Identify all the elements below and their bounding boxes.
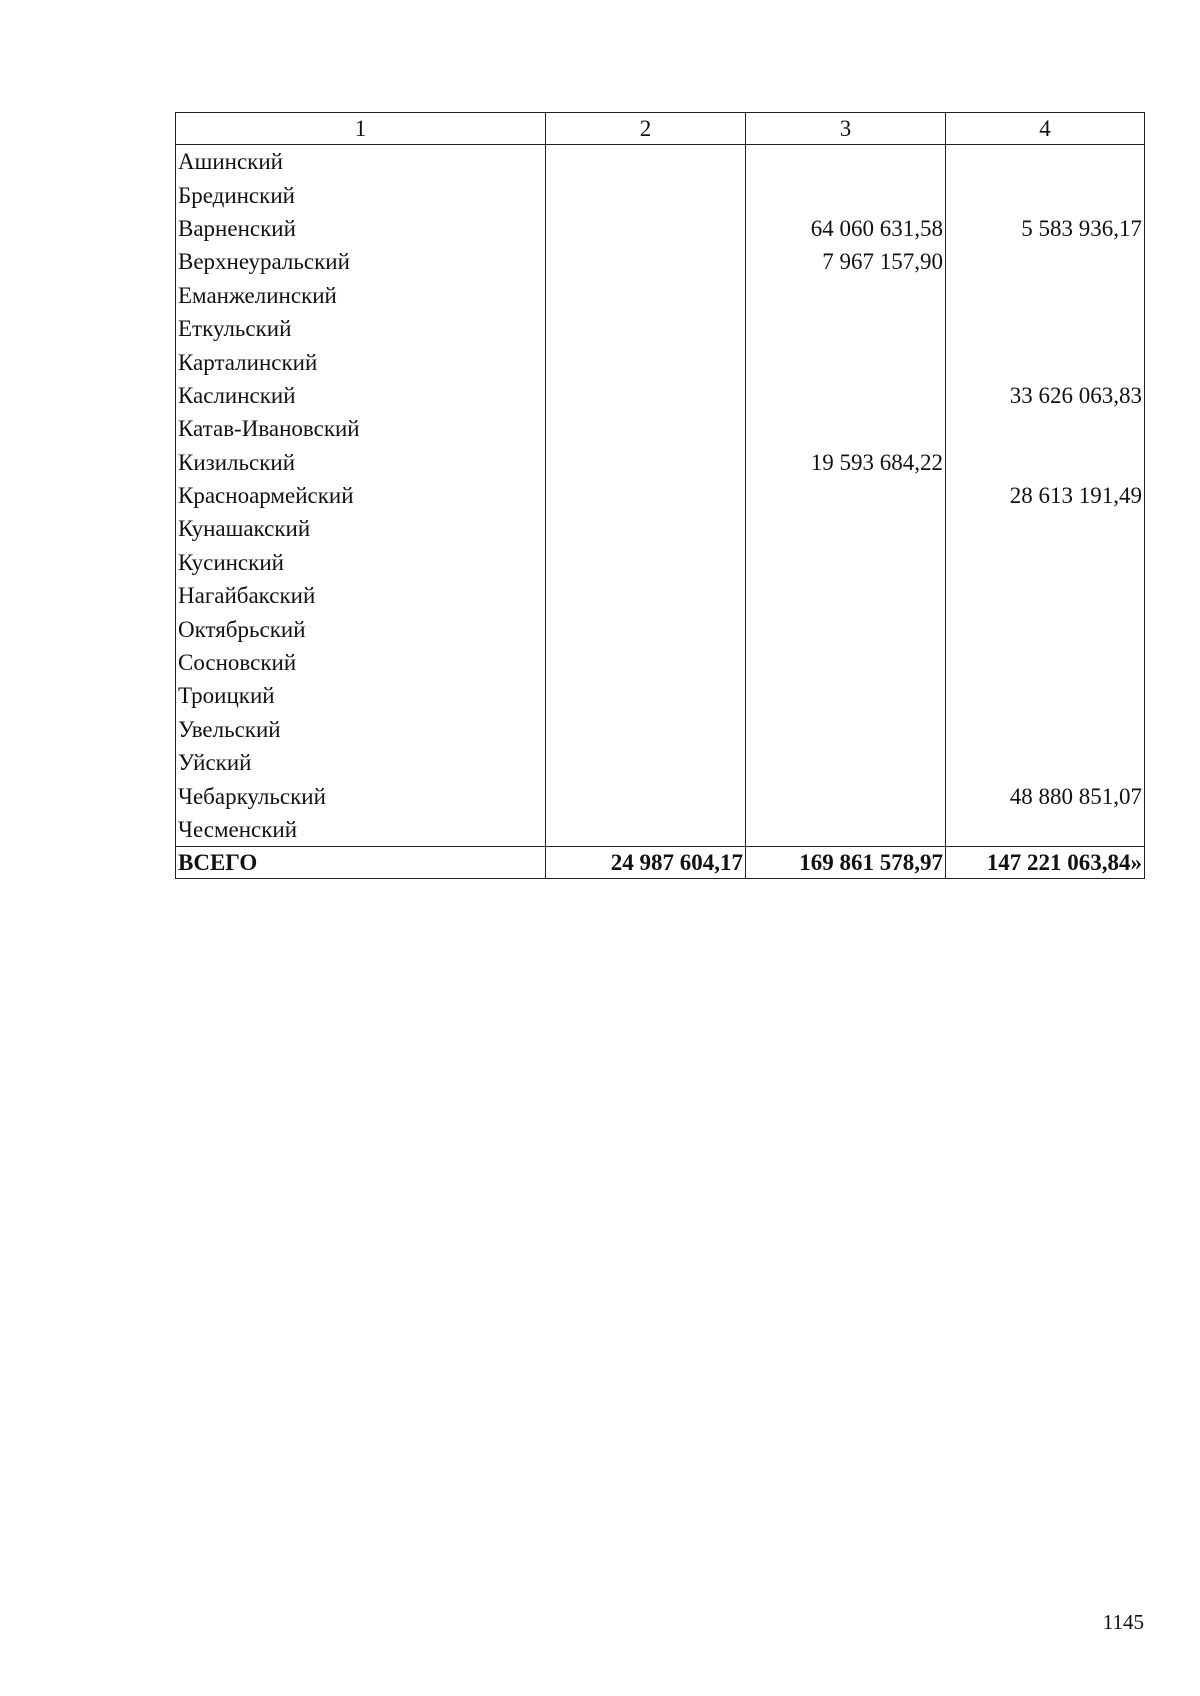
column-header: 1: [176, 113, 546, 145]
total-row: [176, 847, 1145, 879]
amount-cell: [746, 178, 946, 211]
total-cell: 169 861 578,97: [746, 847, 946, 879]
amount-cell: [746, 779, 946, 812]
amount-cell: [546, 212, 746, 245]
amount-cell: [946, 813, 1145, 847]
table-row: [176, 145, 1145, 179]
table-row: [176, 646, 1145, 679]
amount-cell: [946, 579, 1145, 612]
amount-cell: [546, 546, 746, 579]
amount-cell: [546, 279, 746, 312]
total-cell: 147 221 063,84»: [946, 847, 1145, 879]
amount-cell: [546, 178, 746, 211]
district-name: Чесменский: [176, 813, 546, 847]
amount-cell: [546, 746, 746, 779]
budget-table: [175, 112, 1145, 879]
district-name: Ашинский: [176, 145, 546, 179]
amount-cell: [946, 546, 1145, 579]
amount-cell: [946, 279, 1145, 312]
amount-cell: [946, 412, 1145, 445]
district-name: Верхнеуральский: [176, 245, 546, 278]
amount-cell: [546, 479, 746, 512]
amount-cell: [546, 813, 746, 847]
amount-cell: [946, 178, 1145, 211]
table-row: [176, 178, 1145, 211]
table-body: [176, 145, 1145, 847]
amount-cell: [746, 646, 946, 679]
amount-cell: 33 626 063,83: [946, 379, 1145, 412]
district-name: Варненский: [176, 212, 546, 245]
amount-cell: [746, 312, 946, 345]
amount-cell: [946, 679, 1145, 712]
table-row: [176, 279, 1145, 312]
amount-cell: [746, 379, 946, 412]
table-row: [176, 779, 1145, 812]
column-header: 4: [946, 113, 1145, 145]
district-name: Кунашакский: [176, 512, 546, 545]
amount-cell: [746, 412, 946, 445]
amount-cell: [546, 679, 746, 712]
amount-cell: [946, 512, 1145, 545]
district-name: Увельский: [176, 713, 546, 746]
amount-cell: [746, 345, 946, 378]
amount-cell: [546, 245, 746, 278]
amount-cell: [946, 646, 1145, 679]
district-name: Красноармейский: [176, 479, 546, 512]
district-name: Октябрьский: [176, 612, 546, 645]
district-name: Кусинский: [176, 546, 546, 579]
district-name: Чебаркульский: [176, 779, 546, 812]
amount-cell: 64 060 631,58: [746, 212, 946, 245]
district-name: Сосновский: [176, 646, 546, 679]
district-name: Карталинский: [176, 345, 546, 378]
district-name: Каслинский: [176, 379, 546, 412]
amount-cell: [746, 679, 946, 712]
district-name: Еманжелинский: [176, 279, 546, 312]
amount-cell: [946, 713, 1145, 746]
amount-cell: [546, 612, 746, 645]
table-row: [176, 345, 1145, 378]
district-name: Троицкий: [176, 679, 546, 712]
amount-cell: [746, 813, 946, 847]
amount-cell: [946, 245, 1145, 278]
amount-cell: [546, 312, 746, 345]
amount-cell: 19 593 684,22: [746, 446, 946, 479]
district-name: Кизильский: [176, 446, 546, 479]
table-row: [176, 245, 1145, 278]
table-row: [176, 379, 1145, 412]
amount-cell: [946, 145, 1145, 179]
table-row: [176, 312, 1145, 345]
amount-cell: [746, 479, 946, 512]
district-name: Брединский: [176, 178, 546, 211]
table-row: [176, 479, 1145, 512]
amount-cell: [746, 713, 946, 746]
amount-cell: [746, 546, 946, 579]
amount-cell: [746, 579, 946, 612]
district-name: Нагайбакский: [176, 579, 546, 612]
amount-cell: [546, 646, 746, 679]
amount-cell: 5 583 936,17: [946, 212, 1145, 245]
table-row: [176, 679, 1145, 712]
amount-cell: [546, 512, 746, 545]
table-row: [176, 512, 1145, 545]
amount-cell: [946, 312, 1145, 345]
amount-cell: [546, 579, 746, 612]
amount-cell: 28 613 191,49: [946, 479, 1145, 512]
amount-cell: [546, 145, 746, 179]
amount-cell: 48 880 851,07: [946, 779, 1145, 812]
amount-cell: [746, 612, 946, 645]
table-row: [176, 412, 1145, 445]
amount-cell: [546, 446, 746, 479]
header-row: [176, 113, 1145, 145]
column-header: 3: [746, 113, 946, 145]
amount-cell: [946, 345, 1145, 378]
total-label: ВСЕГО: [176, 847, 546, 879]
amount-cell: [746, 279, 946, 312]
amount-cell: [546, 779, 746, 812]
table-row: [176, 546, 1145, 579]
amount-cell: [946, 446, 1145, 479]
column-header: 2: [546, 113, 746, 145]
amount-cell: [746, 145, 946, 179]
district-name: Катав-Ивановский: [176, 412, 546, 445]
district-name: Еткульский: [176, 312, 546, 345]
amount-cell: [546, 412, 746, 445]
amount-cell: 7 967 157,90: [746, 245, 946, 278]
amount-cell: [746, 512, 946, 545]
table-row: [176, 579, 1145, 612]
table-row: [176, 446, 1145, 479]
table-row: [176, 746, 1145, 779]
table-row: [176, 212, 1145, 245]
amount-cell: [546, 345, 746, 378]
table-row: [176, 612, 1145, 645]
amount-cell: [946, 746, 1145, 779]
table-row: [176, 713, 1145, 746]
table-row: [176, 813, 1145, 847]
amount-cell: [546, 713, 746, 746]
district-name: Уйский: [176, 746, 546, 779]
page-number: 1145: [1102, 1610, 1144, 1634]
total-cell: 24 987 604,17: [546, 847, 746, 879]
amount-cell: [946, 612, 1145, 645]
amount-cell: [746, 746, 946, 779]
amount-cell: [546, 379, 746, 412]
